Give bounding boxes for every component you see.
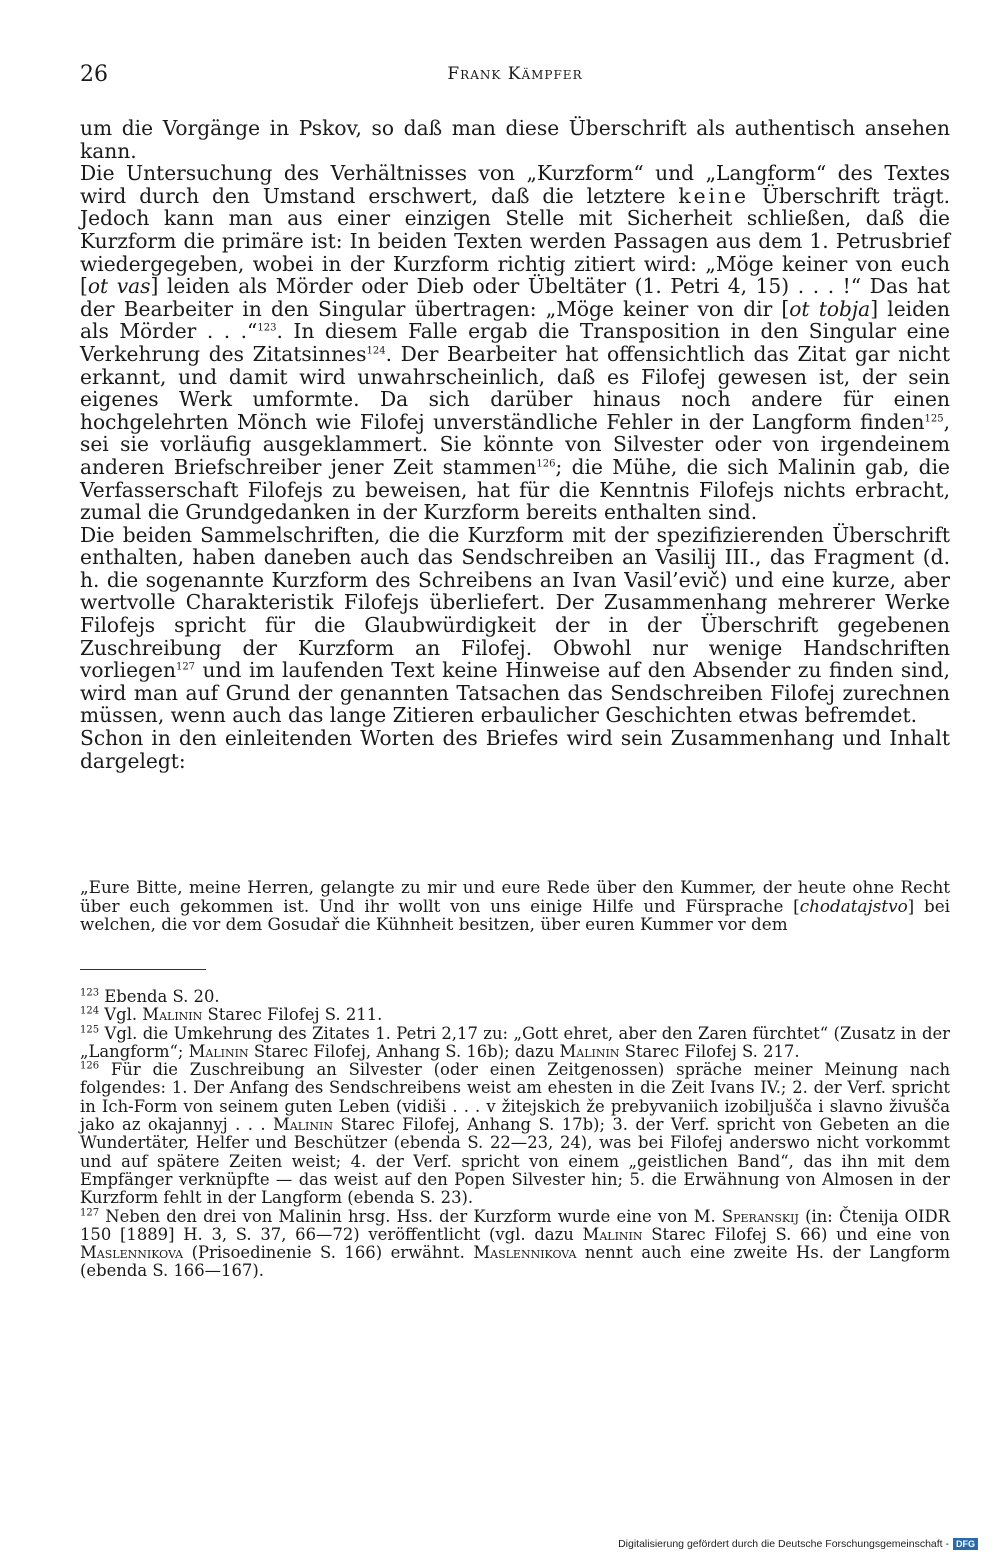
digitization-credit bbox=[618, 1538, 978, 1550]
page-header bbox=[80, 62, 950, 92]
footnotes bbox=[80, 988, 950, 1281]
footnote-ref-125[interactable]: 125 bbox=[924, 412, 944, 424]
digitization-text: Digitalisierung gefördert durch die Deutsche Forschungsgemeinschaft - bbox=[618, 1538, 949, 1550]
footnote-ref-126[interactable]: 126 bbox=[536, 458, 556, 470]
body-text bbox=[80, 117, 950, 772]
footnote-ref-124[interactable]: 124 bbox=[366, 345, 386, 357]
paragraph-4: Schon in den einleitenden Worten des Briefes wird sein Zusammenhang und Inhalt dargelegt: bbox=[80, 726, 950, 773]
footnote-ref-123[interactable]: 123 bbox=[257, 322, 277, 334]
dfg-logo-icon: DFG bbox=[953, 1538, 978, 1550]
footnote-126: $^{126}$ Für die Zuschreibung an Silvester (oder einen Zeitgenossen) spräche meiner Meinung nach folgendes: 1. Der Anfang des Sendschreibens weist am ehesten in die Zeit Ivans IV.; 2. der Verf. spricht in Ich-Form von seinem guten Leben (vidiši . . . v žitejskich že prebyvaniich izobiljušča i slavno živušča jako az okajannyj . . . Malinin Starec Filofej, Anhang S. 17b); 3. der Verf. spricht von Gebeten an die Wundertäter, Helfer und Beschützer (ebenda S. 22—23, 24), was bei Filofej anderswo nicht vorkommt und auf spätere Zeiten weist; 4. der Verf. spricht von einem „geistlichen Band“, das ihn mit dem Empfänger verknüpfte — das weist auf den Popen Silvester hin; 5. die Erwähnung von Almosen in der Kurzform fehlt in der Langform (ebenda S. 23). bbox=[80, 1060, 950, 1208]
footnote-124: $^{124}$ Vgl. Malinin Starec Filofej S. 211. bbox=[80, 1005, 383, 1025]
paragraph-3: Die beiden Sammelschriften, die die Kurzform mit der spezifizierenden Überschrift enthalten, haben daneben auch das Sendschreiben an Vasilij III., das Fragment (d. h. die sogenannte Kurzform des Schreibens an Ivan Vasil’evič) und eine kurze, aber wertvolle Charakteristik Filofejs überliefert. Der Zusammenhang mehrerer Werke Filofejs spricht für die Glaubwürdigkeit der in der Überschrift gegebenen Zuschreibung der Kurzform an Filofej. Obwohl nur wenige Handschriften vorliegen$^{127}$ und im laufenden Text keine Hinweise auf den Absender zu finden sind, wird man auf Grund der genannten Tatsachen das Sendschreiben Filofej zurechnen müssen, wenn auch das lange Zitieren erbaulicher Geschichten etwas befremdet. bbox=[80, 522, 950, 728]
paragraph-2: Die Untersuchung des Verhältnisses von „Kurzform“ und „Langform“ des Textes wird durch den Umstand erschwert, daß die letztere keine Überschrift trägt. Jedoch kann man aus einer einzigen Stelle mit Sicherheit schließen, daß die Kurzform die primäre ist: In beiden Texten werden Passagen aus dem 1. Petrusbrief wiedergegeben, wobei in der Kurzform richtig zitiert wird: „Möge keiner von euch [ot vas] leiden als Mörder oder Dieb oder Übeltäter (1. Petri 4, 15) . . . !“ Das hat der Bearbeiter in den Singular übertragen: „Möge keiner von dir [ot tobja] leiden als Mörder . . .“$^{123}$. In diesem Falle ergab die Transposition in den Singular eine Verkehrung des Zitatsinnes$^{124}$. Der Bearbeiter hat offensichtlich das Zitat gar nicht erkannt, und damit wird unwahrscheinlich, daß es Filofej gewesen ist, der sein eigenes Werk umformte. Da sich darüber hinaus noch andere für einen hochgelehrten Mönch wie Filofej unverständliche Fehler in der Langform finden$^{125}$, sei sie vorläufig ausgeklammert. Sie könnte von Silvester oder von irgendeinem anderen Briefschreiber jener Zeit stammen$^{126}$; die Mühe, die sich Malinin gab, die Verfasserschaft Filofejs zu beweisen, hat für die Kenntnis Filofejs nichts erbracht, zumal die Grundgedanken in der Kurzform bereits enthalten sind. bbox=[80, 161, 951, 525]
block-quote: „Eure Bitte, meine Herren, gelangte zu mir und eure Rede über den Kummer, der heute ohne Recht über euch gekommen ist. Und ihr wollt von uns einige Hilfe und Fürsprache [chodatajstvo] bei welchen, die vor dem Gosudař die Kühnheit besitzen, über euren Kummer vor dem bbox=[80, 877, 951, 935]
footnote-127: $^{127}$ Neben den drei von Malinin hrsg. Hss. der Kurzform wurde eine von M. Speranskij (in: Čtenija OIDR 150 [1889] H. 3, S. 37, 66—72) veröffentlicht (vgl. dazu Malinin Starec Filofej S. 66) und eine von Maslennikova (Prisoedinenie S. 166) erwähnt. Maslennikova nennt auch eine zweite Hs. der Langform (ebenda S. 166—167). bbox=[80, 1206, 950, 1281]
footnote-125: $^{125}$ Vgl. die Umkehrung des Zitates 1. Petri 2,17 zu: „Gott ehret, aber den Zaren fürchtet“ (Zusatz in der „Langform“; Malinin Starec Filofej, Anhang S. 16b); dazu Malinin Starec Filofej S. 217. bbox=[80, 1023, 950, 1061]
footnote-divider bbox=[80, 969, 206, 970]
running-head: Frank Kämpfer bbox=[447, 64, 583, 84]
page-number: 26 bbox=[80, 62, 108, 87]
footnote-123: $^{123}$ Ebenda S. 20. bbox=[80, 987, 220, 1006]
footnote-ref-127[interactable]: 127 bbox=[175, 661, 196, 673]
paragraph-1: um die Vorgänge in Pskov, so daß man diese Überschrift als authentisch ansehen kann. bbox=[80, 116, 950, 163]
